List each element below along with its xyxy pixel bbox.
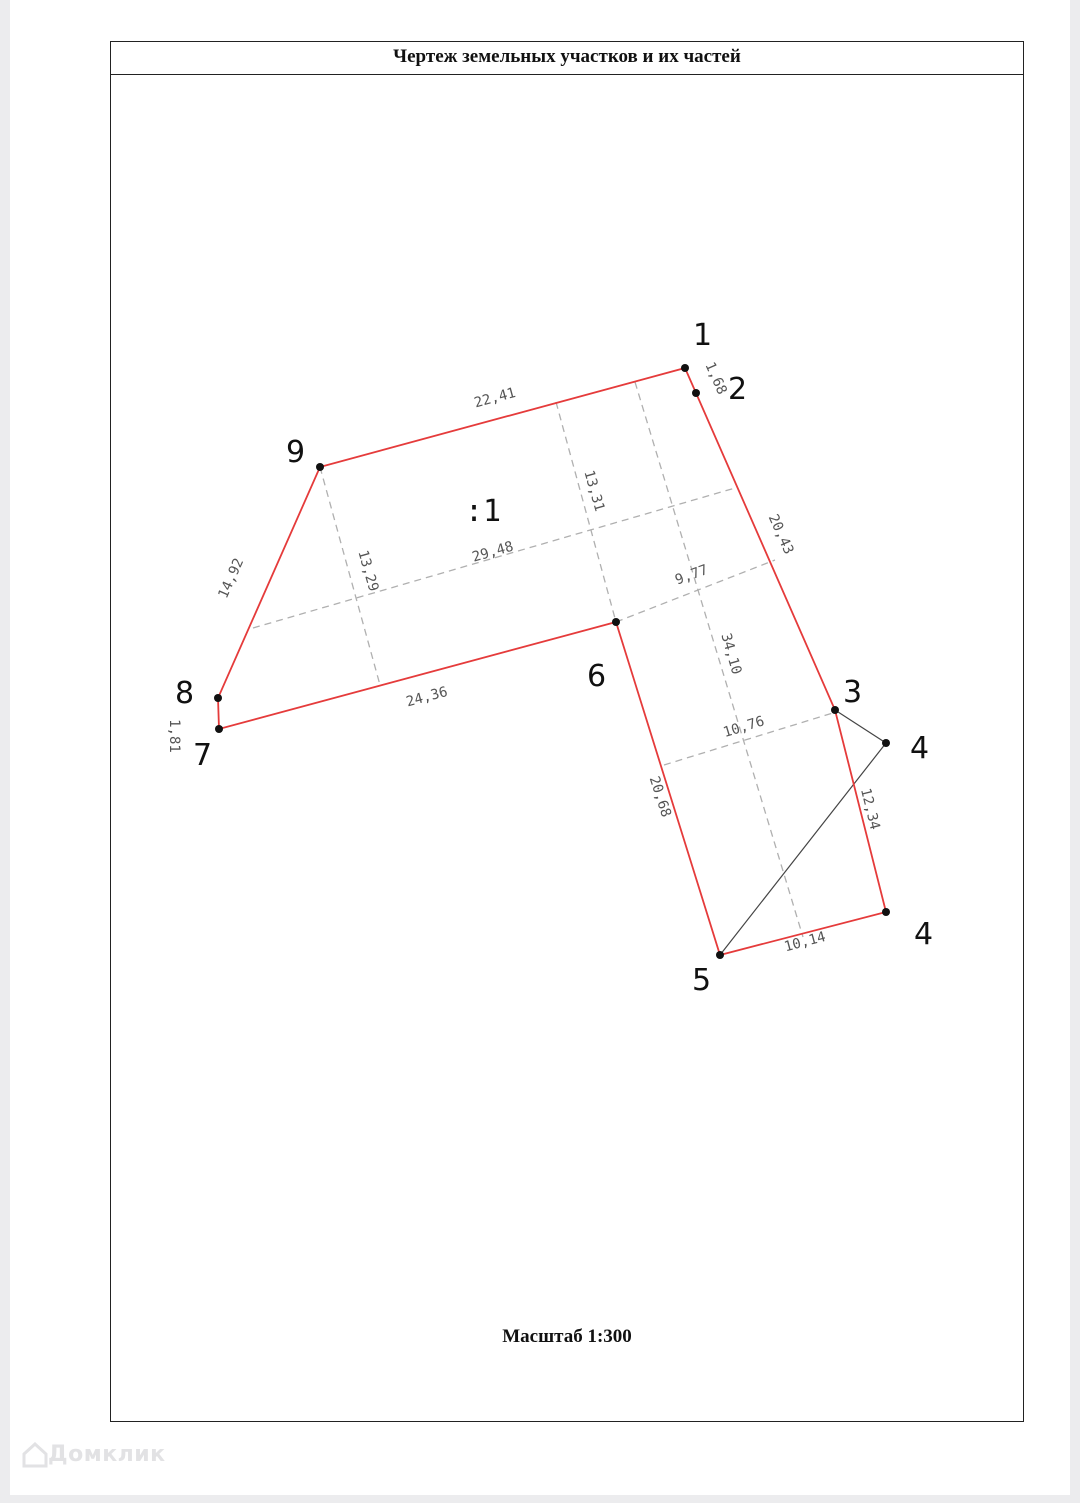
watermark-logo-icon [20, 1440, 50, 1470]
measurement-dashed-5: 34,10 [717, 631, 745, 677]
measurement-dashed-4: 9,77 [673, 561, 711, 589]
vertex-1 [681, 364, 689, 372]
scale-label: Масштаб 1:300 [502, 1326, 632, 1347]
point-label-6: 6 [587, 659, 607, 694]
point-label-9: 9 [286, 435, 306, 470]
drawing-title: Чертеж земельных участков и их частей [111, 42, 1023, 75]
vertex-4b [882, 908, 890, 916]
watermark: Домклик [48, 1442, 166, 1467]
point-label-5: 5 [692, 963, 712, 998]
dashed-line [556, 402, 616, 622]
vertex-2 [692, 389, 700, 397]
measurement-9-1: 22,41 [472, 384, 518, 412]
point-label-2: 2 [728, 372, 748, 407]
vertex-5 [716, 951, 724, 959]
dashed-line [635, 382, 803, 937]
measurement-6-5: 20,68 [645, 774, 674, 820]
measurement-3-4: 12,34 [857, 786, 883, 832]
point-label-1: 1 [693, 318, 713, 353]
measurement-dashed-1: 13,31 [580, 468, 608, 514]
vertex-9 [316, 463, 324, 471]
measurement-9-8: 14,92 [215, 555, 248, 601]
point-label-8: 8 [175, 676, 195, 711]
point-label-3: 3 [843, 675, 863, 710]
point-label-4b: 4 [914, 917, 934, 952]
vertex-7 [215, 725, 223, 733]
measurement-7-6: 24,36 [404, 683, 450, 711]
point-label-4a: 4 [910, 731, 930, 766]
parcel-number-label: :1 [465, 494, 502, 529]
point-label-7: 7 [193, 738, 213, 773]
vertices [214, 364, 890, 959]
measurement-2-3: 20,43 [764, 511, 797, 557]
vertex-4a [882, 739, 890, 747]
vertex-6 [612, 618, 620, 626]
vertex-8 [214, 694, 222, 702]
dashed-lines [253, 382, 836, 937]
line-4-5 [720, 743, 886, 955]
measurement-dashed-6: 10,76 [721, 713, 767, 741]
measurement-1-2: 1,68 [701, 359, 730, 398]
measurement-dashed-3: 29,48 [470, 538, 516, 566]
measurement-8-7: 1,81 [166, 719, 182, 753]
parcel-boundary [218, 368, 886, 955]
vertex-3 [831, 706, 839, 714]
measurement-dashed-2: 13,29 [354, 548, 382, 594]
measurement-5-4: 10,14 [782, 928, 828, 956]
